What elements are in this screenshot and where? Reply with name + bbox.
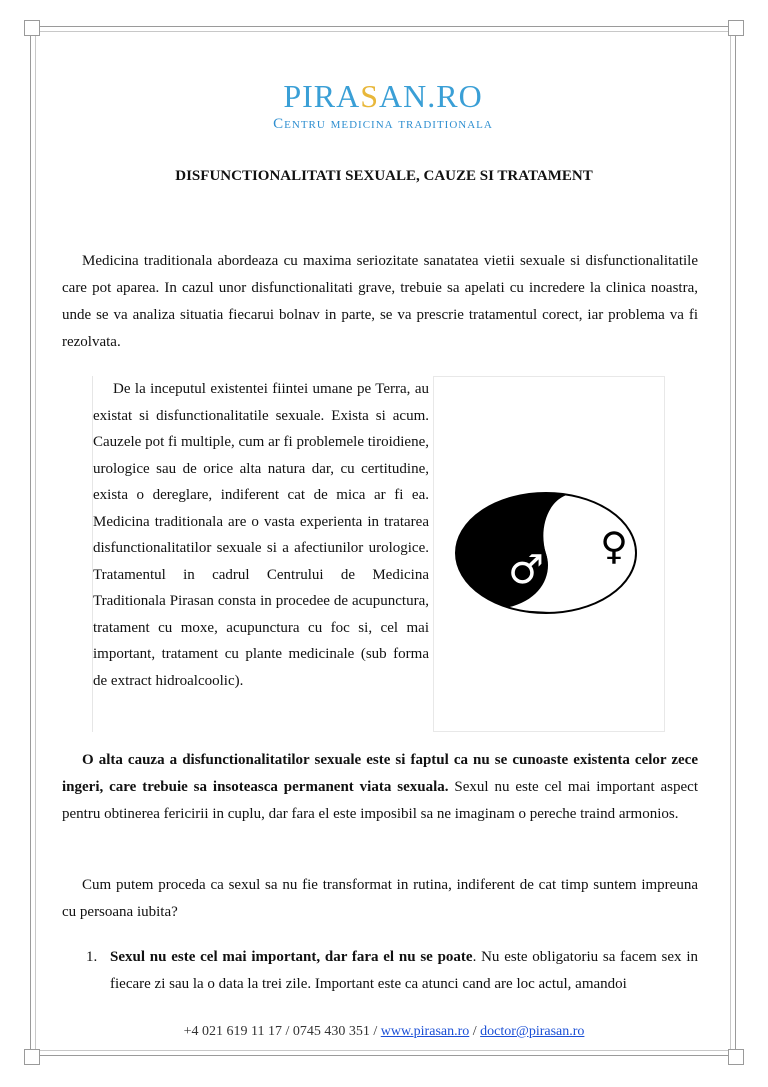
paragraph-text: Sexul nu este cel mai important aspect pentru obtinerea fericirii in cuplu, dar fara el este imposibil sa ne imaginam o pereche traind armonios. (62, 779, 698, 822)
footer-separator: / (469, 1024, 481, 1039)
corner-ornament (728, 1049, 744, 1065)
paragraph-cause (62, 747, 698, 828)
paragraph-bold-text: O alta cauza a disfunctionalitatilor sexuale este si faptul ca nu se cunoaste existenta celor zece ingeri, care trebuie sa insoteasca permanent viata sexuala. (62, 752, 698, 795)
list-number: 1. (86, 949, 98, 965)
footer-contact (60, 1024, 708, 1040)
list-item (86, 944, 698, 998)
male-symbol-icon: ♂ (508, 547, 544, 593)
logo-title-part: AN.RO (379, 78, 483, 114)
yin-yang-gender-icon (434, 377, 664, 731)
text-box-history: De la inceputul existentei fiintei umane pe Terra, au existat si disfunctionalitatile sexuale. Exista si acum. Cauzele pot fi multiple, cum ar fi problemele tiroidiene, urologice sau de orice alta natura dar, cu certitudine, exista o dereglare, indiferent cat de mica ar fi ea. Medicina traditionala are o vasta experienta in tratarea disfunctionalitatilor sexuale si a afectiunilor urologice. Tratamentul in cadrul Centrului de Medicina Traditionala Pirasan consta in procedee de acupunctura, tratament cu moxe, acupunctura cu foc si, cel mai important, tratament cu plante medicinale (sub forma de extract hidroalcoolic). (92, 376, 429, 732)
corner-ornament (728, 20, 744, 36)
website-link[interactable]: www.pirasan.ro (380, 1024, 470, 1039)
logo-title (248, 78, 518, 114)
paragraph-intro: Medicina traditionala abordeaza cu maxima seriozitate sanatatea vietii sexuale si disfunctionalitatile care pot aparea. In cazul unor disfunctionalitati grave, trebuie sa apelati cu incredere la clinica noastra, unde se va analiza situatia fiecarui bolnav in parte, se va prescrie tratamentul corect, iar problema va fi rezolvata. (62, 253, 698, 350)
logo-title-part: S (360, 78, 380, 114)
list-bold-text: Sexul nu este cel mai important, dar fara el nu se poate (110, 949, 473, 965)
logo (248, 78, 518, 133)
corner-ornament (24, 1049, 40, 1065)
logo-subtitle: Centru medicina traditionala (273, 116, 493, 132)
paragraph-question: Cum putem proceda ca sexul sa nu fie transformat in rutina, indiferent de cat timp suntem impreuna cu persoana iubita? (62, 877, 698, 920)
list-body (110, 944, 698, 998)
list-text: . Nu este obligatoriu sa facem sex in fiecare zi sau la o data la trei zile. Important este ca atunci cand are loc actul, amandoi (110, 949, 698, 992)
footer-phones: +4 021 619 11 17 / 0745 430 351 / (183, 1024, 381, 1039)
illustration-frame (433, 376, 665, 732)
document-title: DISFUNCTIONALITATI SEXUALE, CAUZE SI TRATAMENT (175, 168, 593, 184)
corner-ornament (24, 20, 40, 36)
email-link[interactable]: doctor@pirasan.ro (480, 1024, 585, 1039)
logo-title-part: PIRA (283, 78, 361, 114)
female-symbol-icon: ♀ (600, 524, 628, 568)
